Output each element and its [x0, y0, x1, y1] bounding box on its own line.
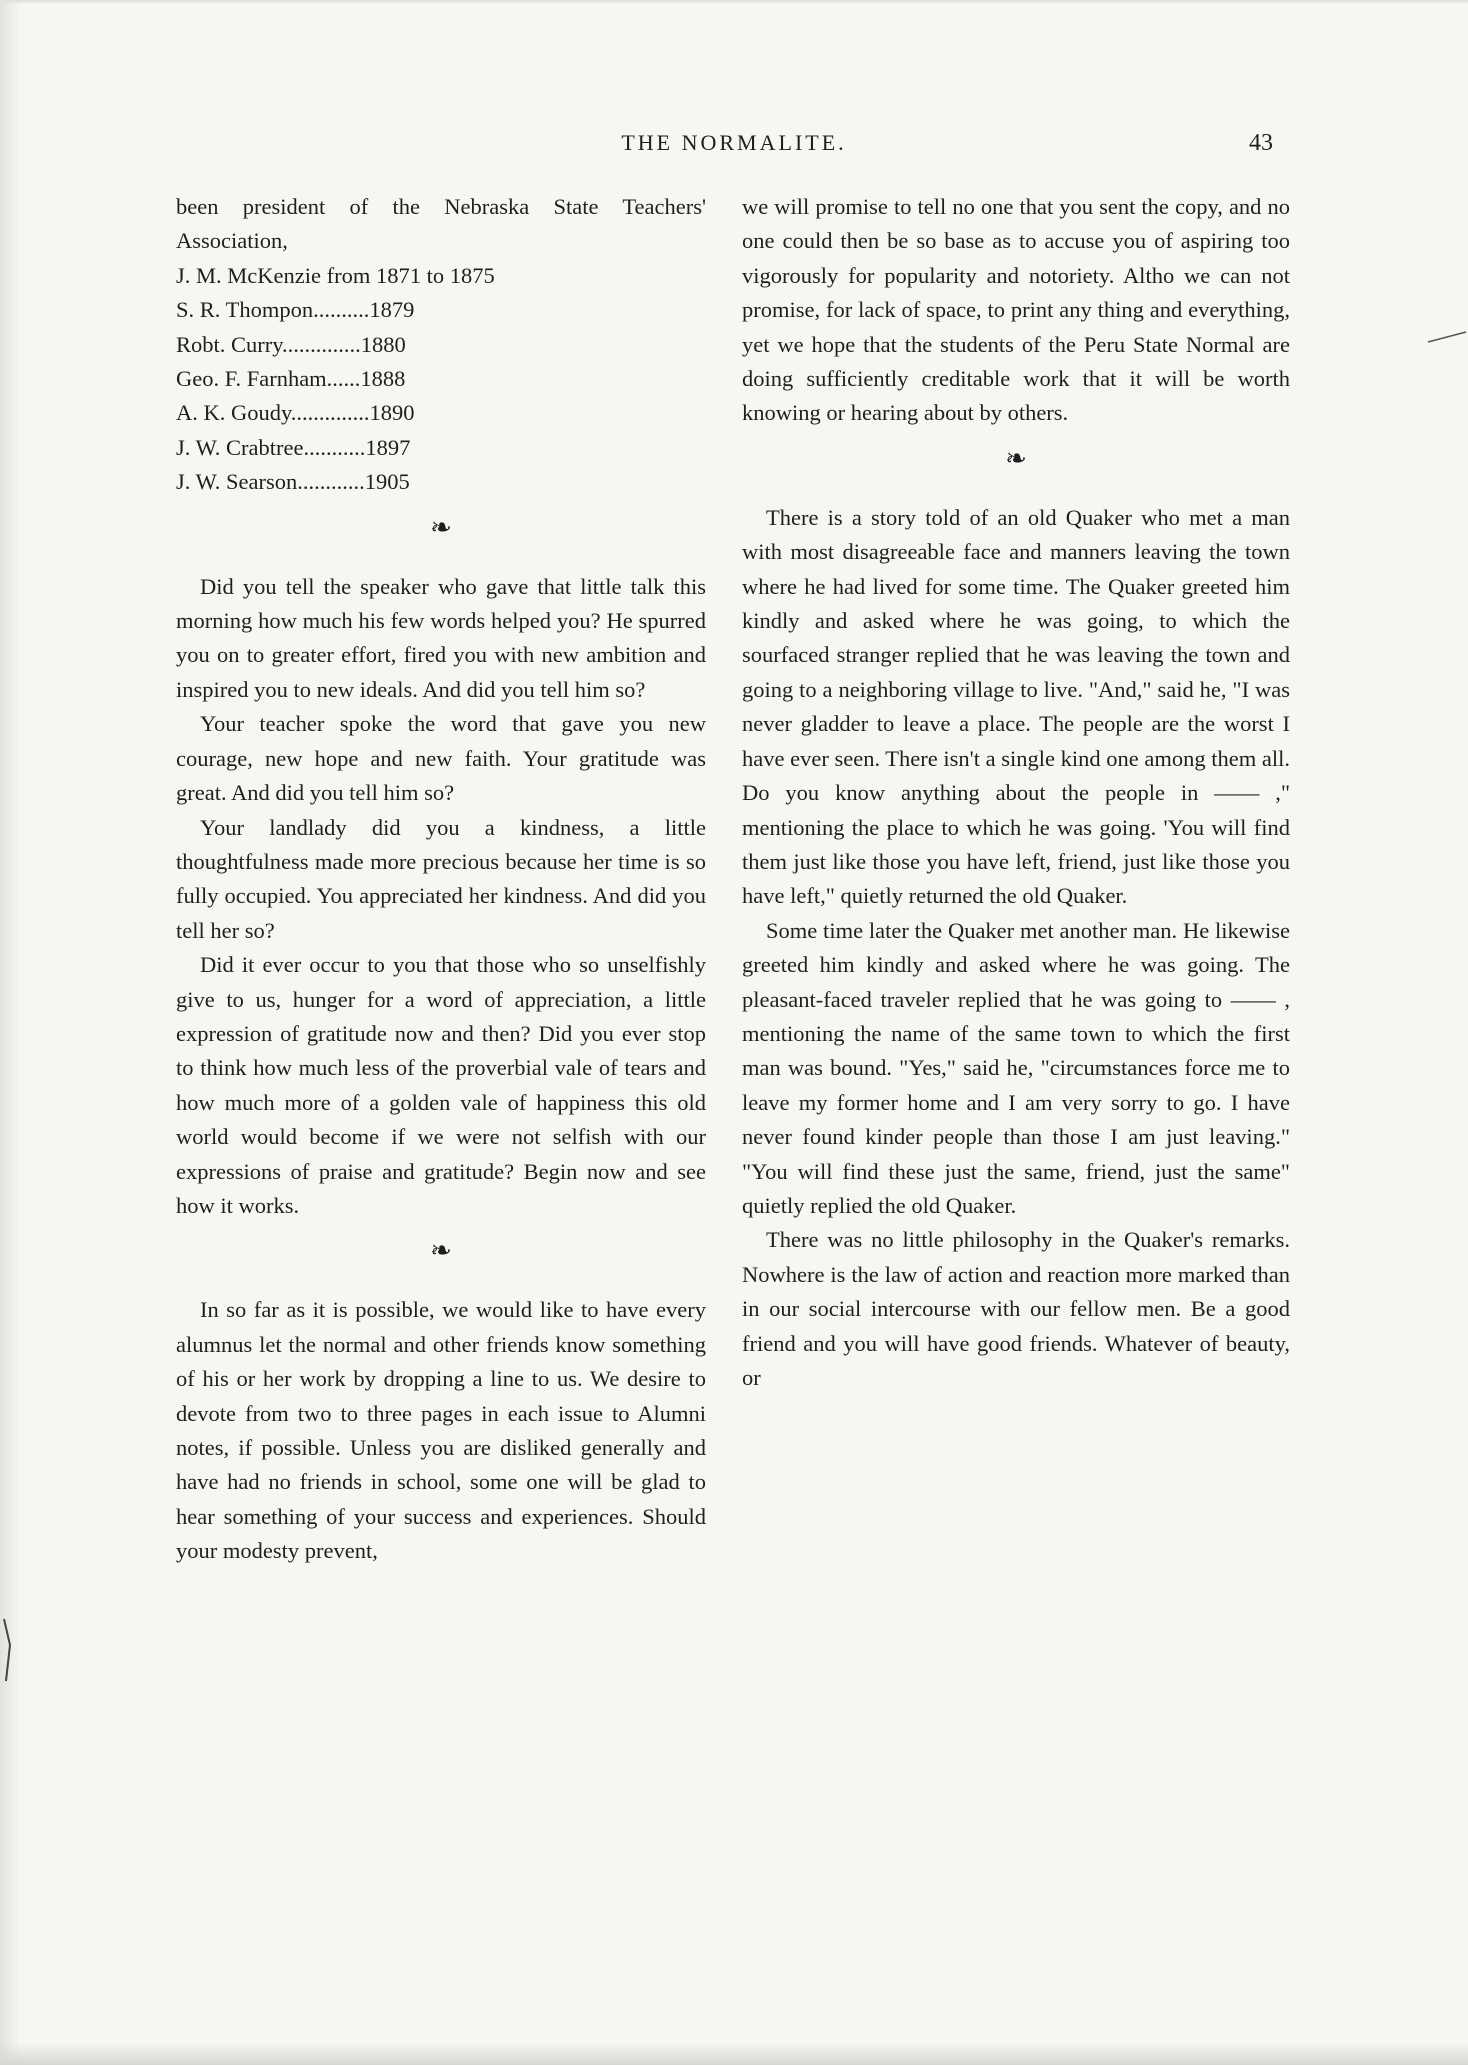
president-entry: A. K. Goudy..............1890	[176, 400, 415, 426]
scan-bottom-edge	[0, 2043, 1468, 2065]
presidents-list	[176, 259, 706, 500]
section-separator: ❧	[1005, 443, 1027, 473]
left-column	[176, 190, 706, 1569]
president-entry: J. W. Searson............1905	[176, 469, 410, 495]
scan-left-edge	[0, 0, 20, 2065]
president-entry: S. R. Thompon..........1879	[176, 297, 415, 323]
quaker-story-paragraph: There is a story told of an old Quaker who met a man with most disagreeable face and manners leaving the town where he had lived for some time. The Quaker greeted him kindly and asked where he was going, to which the sourfaced stranger replied that he was leaving the town and going to a neighboring village to live. "And," said he, "I was never gladder to leave a place. The people are the worst I have ever seen. There isn't a single kind one among them all. Do you know anything about the people in —— ," mentioning the place to which he was going. 'You will find them just like those you have left, friend, just like those you have left," quietly returned the old Quaker.	[742, 504, 1290, 909]
did-you-tell-paragraph: Did it ever occur to you that those who so unselfishly give to us, hunger for a word of appreciation, a little expression of gratitude now and then? Did you ever stop to think how much less of the proverbial vale of tears and how much more of a golden vale of happiness this old world would become if we were not selfish with our expressions of praise and gratitude? Begin now and see how it works.	[176, 952, 706, 1218]
left-edge-blemish	[0, 1615, 30, 1685]
did-you-tell-paragraph: Did you tell the speaker who gave that little talk this morning how much his few words helped you? He spurred you on to greater effort, fired you with new ambition and inspired you to new ideals. And did you tell him so?	[176, 573, 706, 702]
page-number: 43	[1249, 130, 1273, 156]
presidents-intro: been president of the Nebraska State Teachers' Association,	[176, 194, 706, 254]
quaker-story-paragraph: Some time later the Quaker met another man. He likewise greeted him kindly and asked where he was going. The pleasant-faced traveler replied that he was going to —— , mentioning the name of the same town to which the first man was bound. "Yes," said he, "circumstances force me to leave my former home and I am very sorry to go. I have never found kinder people than those I am just leaving." "You will find these just the same, friend, just the same" quietly replied the old Quaker.	[742, 917, 1290, 1218]
section-separator: ❧	[430, 1236, 452, 1266]
did-you-tell-paragraph: Your landlady did you a kindness, a little thoughtfulness made more precious because her time is so fully occupied. You appreciated her kindness. And did you tell her so?	[176, 814, 706, 943]
quaker-story-paragraph: There was no little philosophy in the Quaker's remarks. Nowhere is the law of action and reaction more marked than in our social intercourse with our fellow men. Be a good friend and you will have good friends. Whatever of beauty, or	[742, 1227, 1290, 1390]
running-head-title: THE NORMALITE.	[621, 130, 847, 155]
section-separator: ❧	[430, 512, 452, 542]
right-column	[742, 190, 1290, 1395]
president-entry: J. M. McKenzie from 1871 to 1875	[176, 262, 495, 288]
president-entry: J. W. Crabtree...........1897	[176, 434, 411, 460]
alumni-paragraph-continued: we will promise to tell no one that you sent the copy, and no one could then be so base as to accuse you of aspiring too vigorously for popularity and notoriety. Altho we can not promise, for lack of space, to print any thing and everything, yet we hope that the students of the Peru State Normal are doing sufficiently creditable work that it will be worth knowing or hearing about by others.	[742, 194, 1290, 426]
did-you-tell-paragraph: Your teacher spoke the word that gave you new courage, new hope and new faith. Your gratitude was great. And did you tell him so?	[176, 711, 706, 806]
president-entry: Geo. F. Farnham......1888	[176, 366, 406, 392]
margin-pencil-mark	[1426, 330, 1468, 344]
alumni-paragraph: In so far as it is possible, we would like to have every alumnus let the normal and other friends know something of his or her work by dropping a line to us. We desire to devote from two to three pages in each issue to Alumni notes, if possible. Unless you are disliked generally and have had no friends in school, some one will be glad to hear something of your success and experiences. Should your modesty prevent,	[176, 1297, 706, 1564]
scan-top-edge	[0, 0, 1468, 4]
president-entry: Robt. Curry..............1880	[176, 331, 406, 357]
